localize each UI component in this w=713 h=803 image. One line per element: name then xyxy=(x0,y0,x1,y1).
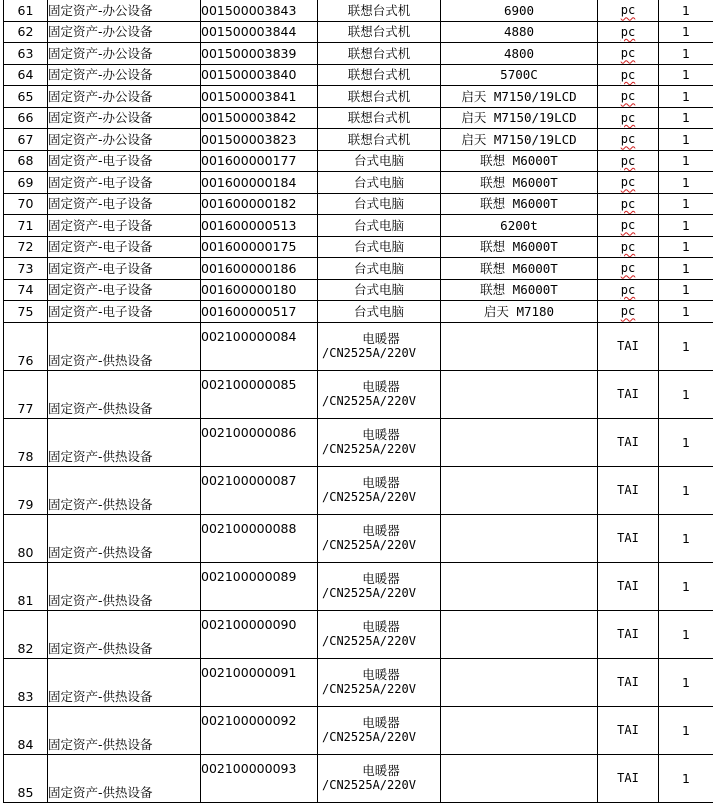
unit-cell xyxy=(598,64,659,86)
quantity-cell: 1 xyxy=(659,301,713,323)
asset-name-spec-text: /CN2525A/220V xyxy=(322,442,440,457)
unit-cell: TAI xyxy=(598,418,659,466)
quantity-cell: 1 xyxy=(659,64,713,86)
unit-text: pc xyxy=(621,304,635,318)
unit-cell: TAI xyxy=(598,466,659,514)
asset-name-spec-text: /CN2525A/220V xyxy=(322,394,440,409)
asset-model-cell: 启天 M7180 xyxy=(441,301,598,323)
asset-category-cell: 固定资产-办公设备 xyxy=(48,64,201,86)
unit-text: pc xyxy=(621,197,635,211)
asset-name-spec-text: /CN2525A/220V xyxy=(322,538,440,553)
quantity-cell: 1 xyxy=(659,86,713,108)
asset-code-cell: 001600000517 xyxy=(201,301,318,323)
asset-code-cell: 001500003840 xyxy=(201,64,318,86)
asset-name-cell xyxy=(318,514,441,562)
asset-code-cell: 002100000091 xyxy=(201,658,318,706)
unit-cell xyxy=(598,129,659,151)
asset-name-cell: 台式电脑 xyxy=(318,236,441,258)
asset-name-cell xyxy=(318,706,441,754)
asset-code-cell: 002100000086 xyxy=(201,418,318,466)
asset-name-cell: 台式电脑 xyxy=(318,150,441,172)
asset-model-cell xyxy=(441,658,598,706)
unit-cell: TAI xyxy=(598,658,659,706)
table-row xyxy=(4,418,713,466)
asset-name-spec-text: /CN2525A/220V xyxy=(322,634,440,649)
unit-text: pc xyxy=(621,3,635,17)
asset-name-cell: 台式电脑 xyxy=(318,172,441,194)
asset-name-cell: 联想台式机 xyxy=(318,129,441,151)
asset-category-cell: 固定资产-办公设备 xyxy=(48,129,201,151)
asset-code-cell: 002100000084 xyxy=(201,322,318,370)
table-row xyxy=(4,370,713,418)
table-row xyxy=(4,86,713,108)
asset-code-cell: 001500003842 xyxy=(201,107,318,129)
asset-model-cell: 启天 M7150/19LCD xyxy=(441,107,598,129)
asset-name-cell: 台式电脑 xyxy=(318,279,441,301)
unit-text: pc xyxy=(621,89,635,103)
quantity-cell: 1 xyxy=(659,236,713,258)
quantity-cell: 1 xyxy=(659,21,713,43)
quantity-cell: 1 xyxy=(659,172,713,194)
asset-category-cell: 固定资产-电子设备 xyxy=(48,258,201,280)
table-row xyxy=(4,754,713,802)
asset-name-spec-text: /CN2525A/220V xyxy=(322,586,440,601)
asset-code-cell: 002100000093 xyxy=(201,754,318,802)
quantity-cell: 1 xyxy=(659,258,713,280)
unit-cell: TAI xyxy=(598,610,659,658)
quantity-cell: 1 xyxy=(659,562,713,610)
unit-cell xyxy=(598,43,659,65)
table-row xyxy=(4,258,713,280)
asset-code-cell: 001500003823 xyxy=(201,129,318,151)
asset-category-cell: 固定资产-电子设备 xyxy=(48,215,201,237)
unit-cell xyxy=(598,107,659,129)
asset-code-cell: 001600000175 xyxy=(201,236,318,258)
unit-text: pc xyxy=(621,68,635,82)
unit-cell: TAI xyxy=(598,754,659,802)
unit-cell xyxy=(598,172,659,194)
quantity-cell: 1 xyxy=(659,279,713,301)
asset-model-cell: 联想 M6000T xyxy=(441,279,598,301)
asset-model-cell xyxy=(441,322,598,370)
table-row xyxy=(4,236,713,258)
asset-name-cell: 联想台式机 xyxy=(318,0,441,21)
asset-model-cell xyxy=(441,754,598,802)
asset-name-cell xyxy=(318,466,441,514)
row-number-cell: 63 xyxy=(4,43,48,65)
quantity-cell: 1 xyxy=(659,658,713,706)
asset-name-cell: 联想台式机 xyxy=(318,86,441,108)
asset-category-cell: 固定资产-供热设备 xyxy=(48,754,201,802)
unit-cell xyxy=(598,86,659,108)
asset-code-cell: 002100000087 xyxy=(201,466,318,514)
row-number-cell: 74 xyxy=(4,279,48,301)
row-number-cell: 84 xyxy=(4,706,48,754)
unit-text: pc xyxy=(621,240,635,254)
asset-name-cell: 联想台式机 xyxy=(318,21,441,43)
asset-model-cell: 启天 M7150/19LCD xyxy=(441,129,598,151)
row-number-cell: 70 xyxy=(4,193,48,215)
asset-category-cell: 固定资产-电子设备 xyxy=(48,172,201,194)
asset-category-cell: 固定资产-电子设备 xyxy=(48,236,201,258)
asset-category-cell: 固定资产-供热设备 xyxy=(48,322,201,370)
quantity-cell: 1 xyxy=(659,107,713,129)
row-number-cell: 75 xyxy=(4,301,48,323)
row-number-cell: 82 xyxy=(4,610,48,658)
quantity-cell: 1 xyxy=(659,322,713,370)
asset-name-text: 电暖器 xyxy=(322,619,440,634)
unit-cell xyxy=(598,301,659,323)
quantity-cell: 1 xyxy=(659,466,713,514)
unit-cell: TAI xyxy=(598,322,659,370)
asset-model-cell xyxy=(441,562,598,610)
quantity-cell: 1 xyxy=(659,150,713,172)
table-row xyxy=(4,0,713,21)
asset-category-cell: 固定资产-电子设备 xyxy=(48,301,201,323)
asset-code-cell: 001600000184 xyxy=(201,172,318,194)
row-number-cell: 64 xyxy=(4,64,48,86)
quantity-cell: 1 xyxy=(659,418,713,466)
quantity-cell: 1 xyxy=(659,215,713,237)
asset-model-cell: 联想 M6000T xyxy=(441,193,598,215)
unit-cell xyxy=(598,0,659,21)
unit-cell xyxy=(598,236,659,258)
table-row xyxy=(4,562,713,610)
asset-category-cell: 固定资产-供热设备 xyxy=(48,610,201,658)
row-number-cell: 77 xyxy=(4,370,48,418)
asset-name-text: 电暖器 xyxy=(322,427,440,442)
asset-category-cell: 固定资产-办公设备 xyxy=(48,86,201,108)
asset-category-cell: 固定资产-供热设备 xyxy=(48,514,201,562)
asset-name-cell: 联想台式机 xyxy=(318,107,441,129)
asset-model-cell xyxy=(441,706,598,754)
unit-cell xyxy=(598,215,659,237)
asset-category-cell: 固定资产-电子设备 xyxy=(48,279,201,301)
row-number-cell: 66 xyxy=(4,107,48,129)
row-number-cell: 71 xyxy=(4,215,48,237)
asset-name-cell xyxy=(318,610,441,658)
unit-cell xyxy=(598,258,659,280)
asset-name-cell: 台式电脑 xyxy=(318,193,441,215)
row-number-cell: 69 xyxy=(4,172,48,194)
unit-text: pc xyxy=(621,111,635,125)
asset-model-cell: 4800 xyxy=(441,43,598,65)
asset-model-cell xyxy=(441,418,598,466)
asset-category-cell: 固定资产-供热设备 xyxy=(48,658,201,706)
asset-model-cell: 联想 M6000T xyxy=(441,172,598,194)
table-row xyxy=(4,610,713,658)
table-row xyxy=(4,150,713,172)
unit-text: pc xyxy=(621,261,635,275)
asset-code-cell: 002100000085 xyxy=(201,370,318,418)
asset-code-cell: 001600000186 xyxy=(201,258,318,280)
asset-code-cell: 001600000182 xyxy=(201,193,318,215)
row-number-cell: 65 xyxy=(4,86,48,108)
asset-name-cell: 联想台式机 xyxy=(318,64,441,86)
asset-name-cell: 联想台式机 xyxy=(318,43,441,65)
unit-cell: TAI xyxy=(598,706,659,754)
quantity-cell: 1 xyxy=(659,610,713,658)
quantity-cell: 1 xyxy=(659,129,713,151)
table-row xyxy=(4,301,713,323)
asset-name-text: 电暖器 xyxy=(322,379,440,394)
table-row xyxy=(4,21,713,43)
asset-name-cell: 台式电脑 xyxy=(318,215,441,237)
asset-code-cell: 001600000177 xyxy=(201,150,318,172)
unit-cell: TAI xyxy=(598,370,659,418)
table-row xyxy=(4,658,713,706)
row-number-cell: 80 xyxy=(4,514,48,562)
row-number-cell: 85 xyxy=(4,754,48,802)
quantity-cell: 1 xyxy=(659,706,713,754)
asset-name-text: 电暖器 xyxy=(322,571,440,586)
table-row xyxy=(4,172,713,194)
unit-text: pc xyxy=(621,132,635,146)
row-number-cell: 81 xyxy=(4,562,48,610)
asset-name-cell xyxy=(318,322,441,370)
unit-text: pc xyxy=(621,218,635,232)
row-number-cell: 72 xyxy=(4,236,48,258)
table-row xyxy=(4,466,713,514)
asset-table xyxy=(3,0,713,803)
unit-text: pc xyxy=(621,175,635,189)
asset-name-text: 电暖器 xyxy=(322,715,440,730)
row-number-cell: 83 xyxy=(4,658,48,706)
unit-cell xyxy=(598,150,659,172)
unit-text: pc xyxy=(621,46,635,60)
asset-name-cell xyxy=(318,370,441,418)
unit-text: pc xyxy=(621,25,635,39)
unit-cell xyxy=(598,193,659,215)
asset-name-spec-text: /CN2525A/220V xyxy=(322,346,440,361)
unit-text: pc xyxy=(621,283,635,297)
asset-name-text: 电暖器 xyxy=(322,763,440,778)
asset-model-cell: 4880 xyxy=(441,21,598,43)
asset-category-cell: 固定资产-办公设备 xyxy=(48,107,201,129)
asset-name-spec-text: /CN2525A/220V xyxy=(322,682,440,697)
quantity-cell: 1 xyxy=(659,754,713,802)
asset-code-cell: 002100000090 xyxy=(201,610,318,658)
asset-category-cell: 固定资产-供热设备 xyxy=(48,418,201,466)
asset-category-cell: 固定资产-供热设备 xyxy=(48,562,201,610)
asset-code-cell: 002100000088 xyxy=(201,514,318,562)
asset-table-body xyxy=(4,0,713,802)
asset-name-text: 电暖器 xyxy=(322,667,440,682)
row-number-cell: 73 xyxy=(4,258,48,280)
asset-category-cell: 固定资产-供热设备 xyxy=(48,706,201,754)
asset-name-spec-text: /CN2525A/220V xyxy=(322,778,440,793)
asset-code-cell: 001500003844 xyxy=(201,21,318,43)
asset-model-cell xyxy=(441,610,598,658)
asset-model-cell: 联想 M6000T xyxy=(441,150,598,172)
table-row xyxy=(4,514,713,562)
asset-model-cell: 5700C xyxy=(441,64,598,86)
asset-model-cell: 6200t xyxy=(441,215,598,237)
asset-model-cell: 联想 M6000T xyxy=(441,258,598,280)
table-row xyxy=(4,193,713,215)
asset-name-cell xyxy=(318,562,441,610)
asset-category-cell: 固定资产-办公设备 xyxy=(48,0,201,21)
table-row xyxy=(4,43,713,65)
asset-model-cell xyxy=(441,466,598,514)
quantity-cell: 1 xyxy=(659,370,713,418)
asset-name-spec-text: /CN2525A/220V xyxy=(322,490,440,505)
asset-category-cell: 固定资产-电子设备 xyxy=(48,150,201,172)
asset-model-cell: 6900 xyxy=(441,0,598,21)
asset-code-cell: 001500003841 xyxy=(201,86,318,108)
asset-name-text: 电暖器 xyxy=(322,331,440,346)
asset-name-text: 电暖器 xyxy=(322,523,440,538)
quantity-cell: 1 xyxy=(659,0,713,21)
asset-name-spec-text: /CN2525A/220V xyxy=(322,730,440,745)
table-row xyxy=(4,279,713,301)
table-row xyxy=(4,129,713,151)
unit-cell: TAI xyxy=(598,514,659,562)
quantity-cell: 1 xyxy=(659,514,713,562)
asset-code-cell: 002100000089 xyxy=(201,562,318,610)
asset-name-cell: 台式电脑 xyxy=(318,258,441,280)
row-number-cell: 62 xyxy=(4,21,48,43)
asset-model-cell: 联想 M6000T xyxy=(441,236,598,258)
asset-code-cell: 001500003843 xyxy=(201,0,318,21)
row-number-cell: 68 xyxy=(4,150,48,172)
asset-model-cell xyxy=(441,514,598,562)
asset-category-cell: 固定资产-供热设备 xyxy=(48,370,201,418)
table-row xyxy=(4,706,713,754)
asset-model-cell xyxy=(441,370,598,418)
asset-name-cell: 台式电脑 xyxy=(318,301,441,323)
asset-code-cell: 001600000180 xyxy=(201,279,318,301)
asset-category-cell: 固定资产-电子设备 xyxy=(48,193,201,215)
asset-name-cell xyxy=(318,418,441,466)
quantity-cell: 1 xyxy=(659,193,713,215)
table-row xyxy=(4,64,713,86)
asset-category-cell: 固定资产-办公设备 xyxy=(48,21,201,43)
asset-code-cell: 001500003839 xyxy=(201,43,318,65)
asset-name-cell xyxy=(318,658,441,706)
asset-code-cell: 001600000513 xyxy=(201,215,318,237)
table-row xyxy=(4,215,713,237)
asset-name-cell xyxy=(318,754,441,802)
unit-cell xyxy=(598,279,659,301)
table-row xyxy=(4,322,713,370)
row-number-cell: 78 xyxy=(4,418,48,466)
row-number-cell: 76 xyxy=(4,322,48,370)
row-number-cell: 79 xyxy=(4,466,48,514)
table-row xyxy=(4,107,713,129)
asset-name-text: 电暖器 xyxy=(322,475,440,490)
row-number-cell: 61 xyxy=(4,0,48,21)
quantity-cell: 1 xyxy=(659,43,713,65)
unit-cell: TAI xyxy=(598,562,659,610)
unit-text: pc xyxy=(621,154,635,168)
unit-cell xyxy=(598,21,659,43)
asset-category-cell: 固定资产-办公设备 xyxy=(48,43,201,65)
row-number-cell: 67 xyxy=(4,129,48,151)
asset-code-cell: 002100000092 xyxy=(201,706,318,754)
asset-category-cell: 固定资产-供热设备 xyxy=(48,466,201,514)
asset-model-cell: 启天 M7150/19LCD xyxy=(441,86,598,108)
